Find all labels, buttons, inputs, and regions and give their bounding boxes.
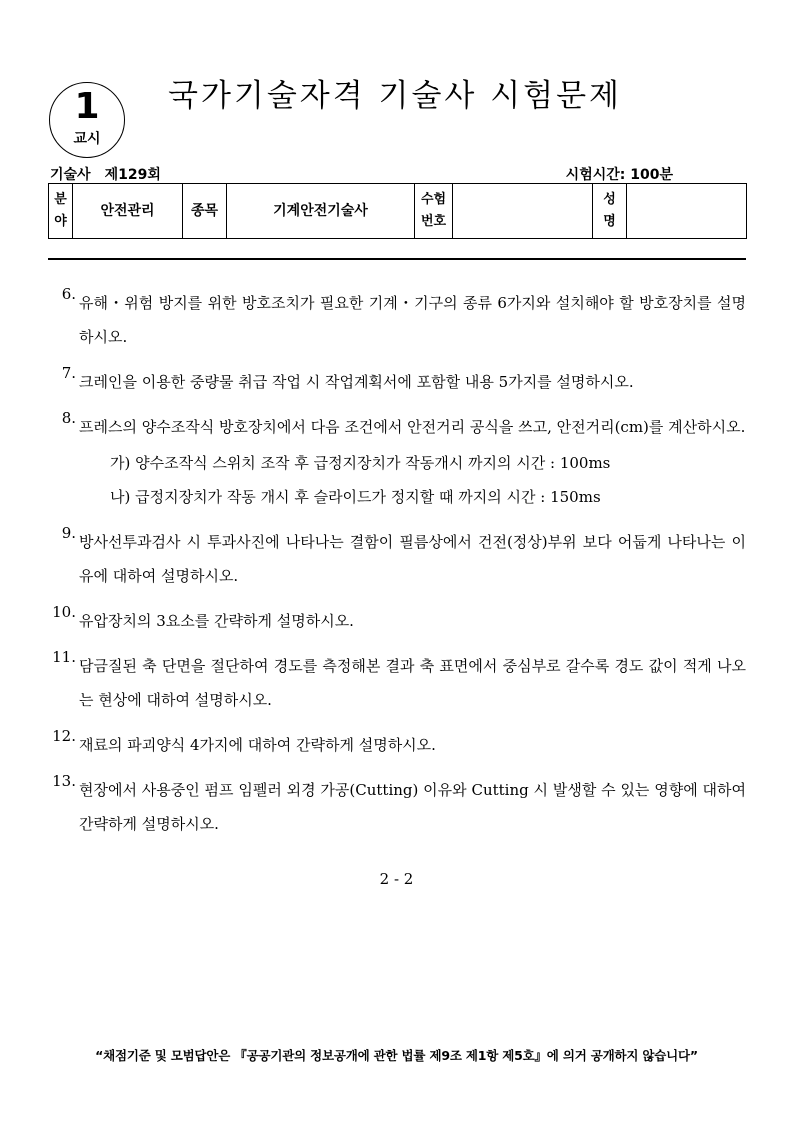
exam-number-field[interactable]	[453, 184, 593, 239]
question-text: 담금질된 축 단면을 절단하여 경도를 측정해본 결과 축 표면에서 중심부로 갈수록 경도 값이 적게 나오는 현상에 대하여 설명하시오.	[79, 657, 746, 709]
period-badge	[49, 82, 125, 158]
type-label: 종목	[183, 184, 227, 239]
question-item	[48, 773, 746, 841]
question-number: 12.	[52, 727, 76, 745]
question-text: 현장에서 사용중인 펌프 임펠러 외경 가공(Cutting) 이유와 Cutting 시 발생할 수 있는 영향에 대하여 간략하게 설명하시오.	[79, 781, 746, 833]
question-text: 크레인을 이용한 중량물 취급 작업 시 작업계획서에 포함할 내용 5가지를 설명하시오.	[79, 373, 634, 391]
exam-info	[50, 164, 161, 184]
sub-condition: 나) 급정지장치가 작동 개시 후 슬라이드가 정지할 때 까지의 시간 : 150ms	[110, 488, 601, 506]
exam-category: 기술사	[50, 167, 91, 183]
question-item	[48, 728, 746, 762]
document-title: 국가기술자격 기술사 시험문제	[168, 78, 623, 114]
sub-condition: 가) 양수조작식 스위치 조작 후 급정지장치가 작동개시 까지의 시간 : 100ms	[110, 454, 611, 472]
field-label: 분 야	[49, 184, 73, 239]
question-item	[48, 649, 746, 717]
question-number: 10.	[52, 603, 76, 621]
question-text: 재료의 파괴양식 4가지에 대하여 간략하게 설명하시오.	[79, 736, 436, 754]
period-number: 1	[74, 86, 100, 127]
period-label: 교시	[73, 131, 101, 147]
disclosure-footer: “채점기준 및 모범답안은 『공공기관의 정보공개에 관한 법률 제9조 제1항 제5호』에 의거 공개하지 않습니다”	[95, 1048, 698, 1063]
field-value: 안전관리	[73, 184, 183, 239]
question-item	[48, 365, 746, 399]
question-number: 9.	[61, 524, 76, 542]
question-number: 13.	[52, 772, 76, 790]
name-field[interactable]	[627, 184, 747, 239]
question-list	[48, 285, 746, 860]
name-label: 성 명	[593, 184, 627, 239]
exam-round: 제129회	[104, 167, 161, 183]
question-text: 방사선투과검사 시 투과사진에 나타나는 결함이 필름상에서 건전(정상)부위 보다 어둡게 나타나는 이유에 대하여 설명하시오.	[79, 533, 746, 585]
question-text: 유압장치의 3요소를 간략하게 설명하시오.	[79, 612, 354, 630]
sub-condition-list	[79, 446, 746, 514]
question-item	[48, 604, 746, 638]
question-text: 프레스의 양수조작식 방호장치에서 다음 조건에서 안전거리 공식을 쓰고, 안전거리(cm)를 계산하시오.	[79, 418, 746, 436]
header-divider	[48, 258, 746, 260]
page-number: 2 - 2	[379, 870, 414, 888]
exam-number-label: 수험 번호	[415, 184, 453, 239]
question-number: 8.	[61, 409, 76, 427]
question-item	[48, 410, 746, 514]
question-number: 7.	[61, 364, 76, 382]
exam-time: 시험시간: 100분	[565, 167, 673, 183]
exam-info-table	[48, 183, 747, 239]
type-value: 기계안전기술사	[227, 184, 415, 239]
question-item	[48, 286, 746, 354]
question-item	[48, 525, 746, 593]
question-number: 6.	[61, 285, 76, 303]
question-text: 유해・위험 방지를 위한 방호조치가 필요한 기계・기구의 종류 6가지와 설치해야 할 방호장치를 설명하시오.	[79, 294, 746, 346]
question-number: 11.	[52, 648, 76, 666]
